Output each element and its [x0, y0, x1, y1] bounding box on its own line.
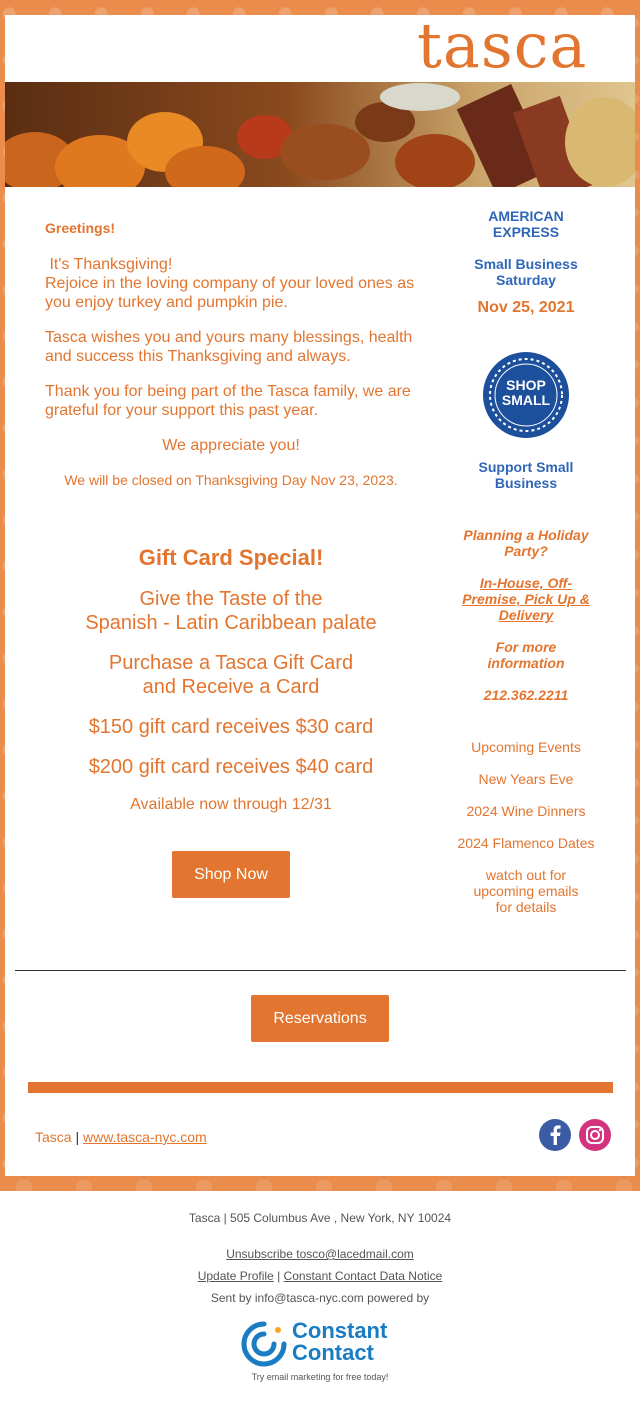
gift-offer-200: $200 gift card receives $40 card — [88, 756, 374, 778]
gift-purchase-line-1: Purchase a Tasca Gift Card — [108, 652, 354, 674]
sbs-line-2: Saturday — [496, 272, 556, 288]
closed-notice: We will be closed on Thanksgiving Day Nov 23, 2023. — [64, 472, 398, 488]
thanksgiving-line — [45, 255, 417, 274]
email-footer — [0, 1191, 640, 1309]
inhouse-line-2: Premise, Pick Up & — [462, 591, 590, 607]
watch-line-1: watch out for — [485, 867, 567, 883]
badge-line-1: SHOP — [506, 377, 546, 393]
phone-number[interactable]: 212.362.2211 — [483, 687, 569, 703]
more-info-line-1: For more — [495, 639, 557, 655]
data-notice-link[interactable]: Constant Contact Data Notice — [283, 1269, 443, 1283]
upcoming-events: Upcoming Events — [471, 739, 581, 755]
amex-line-2: EXPRESS — [492, 224, 560, 240]
footer-name: Tasca — [35, 1129, 72, 1145]
shop-now-button[interactable]: Shop Now — [172, 851, 290, 898]
thanksgiving-text: It's Thanksgiving! — [49, 256, 173, 273]
planning-line-1: Planning a Holiday — [463, 527, 589, 543]
instagram-icon[interactable] — [579, 1119, 611, 1151]
sbs-date: Nov 25, 2021 — [477, 299, 575, 316]
facebook-icon[interactable] — [539, 1119, 571, 1151]
planning-line-2: Party? — [504, 543, 548, 559]
support-line-1: Support Small — [478, 459, 574, 475]
rejoice-line: Rejoice in the loving company of your loved ones as you enjoy turkey and pumpkin pie. — [45, 275, 415, 311]
more-info-line-2: information — [487, 655, 565, 671]
main-message — [45, 205, 417, 898]
thanks-line: Thank you for being part of the Tasca family, we are grateful for your support this past year. — [45, 383, 411, 419]
wishes-line: Tasca wishes you and yours many blessings, health and success this Thanksgiving and always. — [45, 329, 413, 365]
gift-available: Available now through 12/31 — [130, 796, 332, 813]
header — [5, 9, 635, 82]
email-card — [5, 9, 635, 1176]
support-line-2: Business — [494, 475, 558, 491]
watch-line-3: for details — [495, 899, 557, 915]
thanksgiving-hero-image — [5, 82, 635, 187]
gift-taste-line-1: Give the Taste of the — [139, 588, 323, 610]
cc-logo-line-1: Constant — [292, 1318, 388, 1343]
inhouse-line-3: Delivery — [498, 607, 554, 623]
sent-by: Sent by info@tasca-nyc.com powered by — [210, 1291, 430, 1305]
update-profile-link[interactable]: Update Profile — [197, 1269, 274, 1283]
amex-line-1: AMERICAN — [488, 208, 564, 224]
shop-small-badge — [483, 352, 569, 438]
section-divider — [15, 970, 626, 971]
footer-links — [35, 1129, 207, 1145]
website-link[interactable]: www.tasca-nyc.com — [83, 1129, 207, 1145]
orange-divider-bar — [28, 1082, 613, 1093]
appreciate-line: We appreciate you! — [162, 437, 300, 454]
wine-dinners: 2024 Wine Dinners — [466, 803, 586, 819]
unsubscribe-link[interactable]: Unsubscribe tosco@lacedmail.com — [226, 1247, 414, 1261]
footer-account-links — [0, 1243, 640, 1309]
gift-offer-150: $150 gift card receives $30 card — [88, 716, 374, 738]
cc-logo-line-2: Contact — [292, 1340, 374, 1365]
constant-contact-logo[interactable] — [240, 1320, 400, 1368]
flamenco-dates: 2024 Flamenco Dates — [457, 835, 595, 851]
links-separator: | — [277, 1269, 281, 1283]
gift-card-title: Gift Card Special! — [138, 545, 324, 570]
reservations-button[interactable]: Reservations — [251, 995, 389, 1042]
watch-line-2: upcoming emails — [473, 883, 579, 899]
constant-contact-swirl-icon — [240, 1320, 288, 1368]
gift-purchase-line-2: and Receive a Card — [142, 676, 320, 698]
greeting: Greetings! — [45, 220, 116, 236]
footer-address: Tasca | 505 Columbus Ave , New York, NY 10024 — [188, 1211, 452, 1225]
sidebar — [453, 208, 599, 915]
sbs-line-1: Small Business — [474, 256, 578, 272]
cc-tagline: Try email marketing for free today! — [251, 1372, 389, 1382]
inhouse-link[interactable] — [453, 575, 599, 623]
new-years-eve: New Years Eve — [478, 771, 574, 787]
footer-separator: | — [75, 1129, 80, 1145]
badge-line-2: SMALL — [501, 392, 551, 408]
tasca-logo[interactable]: tasca — [417, 9, 588, 82]
inhouse-line-1: In-House, Off- — [479, 575, 573, 591]
gift-taste-line-2: Spanish - Latin Caribbean palate — [85, 612, 377, 634]
